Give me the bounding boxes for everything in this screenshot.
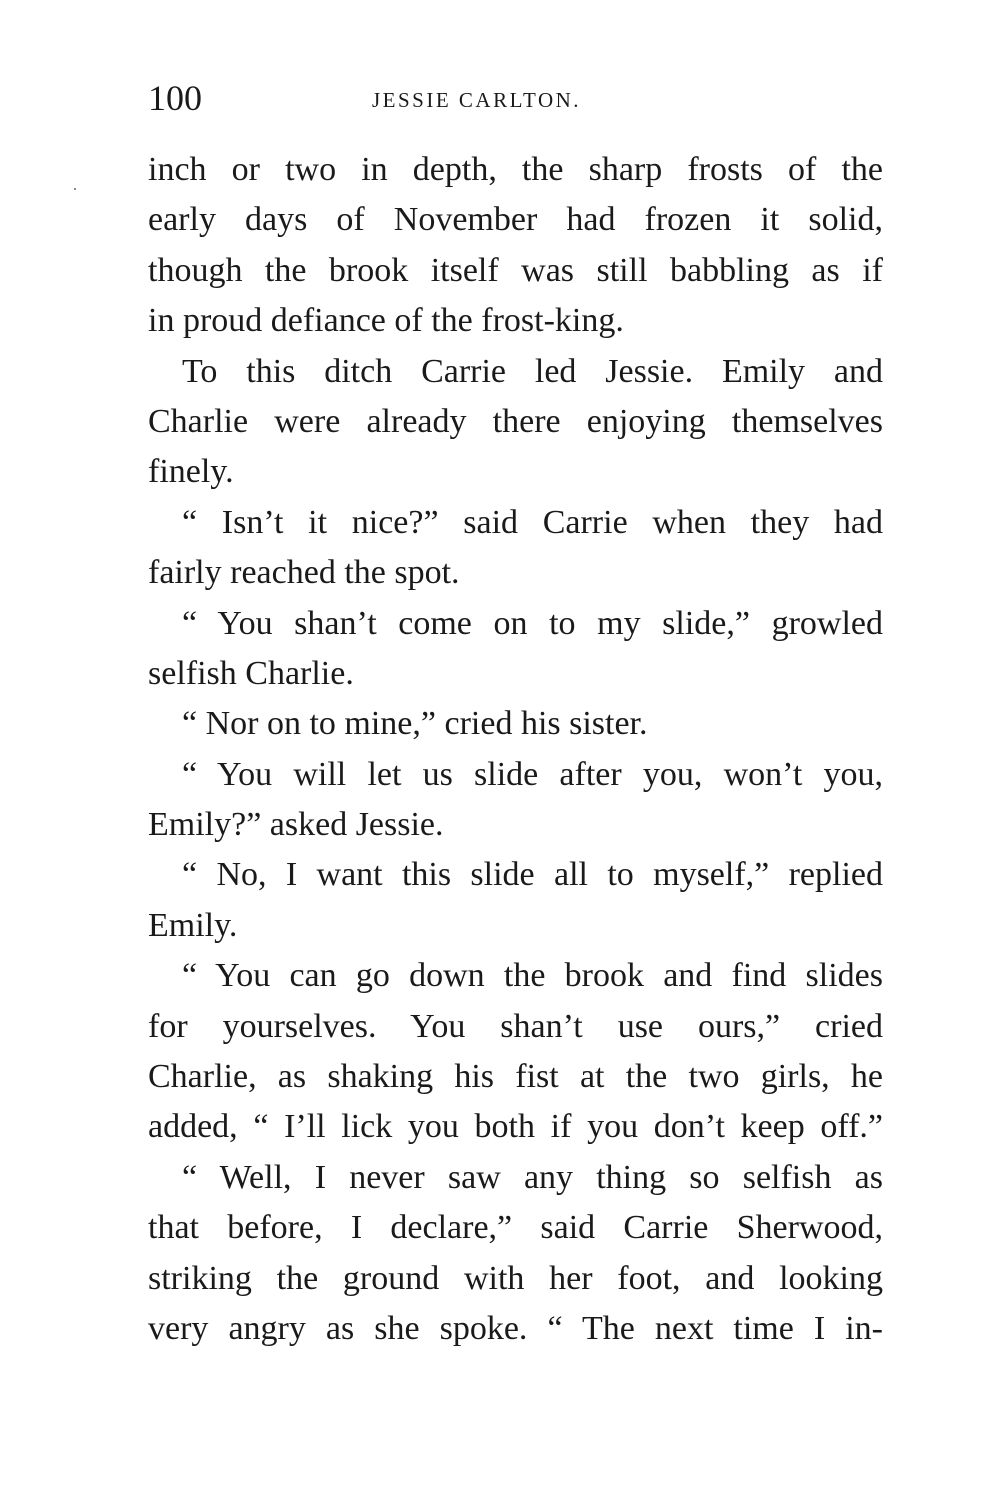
text-line: very angry as she spoke. “ The next time I in- bbox=[148, 1309, 883, 1347]
text-line: that before, I declare,” said Carrie Sherwood, bbox=[148, 1209, 883, 1247]
page-speck-mark bbox=[74, 188, 76, 190]
text-line: To this ditch Carrie led Jessie. Emily and bbox=[182, 352, 883, 390]
page-number: 100 bbox=[148, 78, 202, 118]
text-line: Charlie were already there enjoying themselves bbox=[148, 402, 883, 440]
text-line: “ You will let us slide after you, won’t you, bbox=[182, 755, 883, 793]
text-line: fairly reached the spot. bbox=[148, 554, 460, 592]
text-line: though the brook itself was still babbling as if bbox=[148, 251, 883, 289]
text-line: “ Well, I never saw any thing so selfish as bbox=[182, 1158, 883, 1196]
text-line: Emily?” asked Jessie. bbox=[148, 806, 444, 844]
text-line: “ Nor on to mine,” cried his sister. bbox=[182, 705, 648, 743]
text-line: in proud defiance of the frost-king. bbox=[148, 302, 624, 340]
text-line: early days of November had frozen it solid, bbox=[148, 201, 883, 239]
text-line: “ No, I want this slide all to myself,” replied bbox=[182, 856, 883, 894]
text-line: striking the ground with her foot, and looking bbox=[148, 1259, 883, 1297]
body-text bbox=[148, 145, 883, 1354]
text-line: finely. bbox=[148, 453, 234, 491]
text-line: “ You can go down the brook and find slides bbox=[182, 957, 883, 995]
text-line: added, “ I’ll lick you both if you don’t keep off.” bbox=[148, 1108, 883, 1146]
text-line: Charlie, as shaking his fist at the two girls, he bbox=[148, 1058, 883, 1096]
text-line: Emily. bbox=[148, 906, 238, 944]
text-line: inch or two in depth, the sharp frosts of the bbox=[148, 151, 883, 188]
text-line: “ Isn’t it nice?” said Carrie when they had bbox=[182, 503, 883, 541]
text-line: “ You shan’t come on to my slide,” growled bbox=[182, 604, 883, 642]
text-line: for yourselves. You shan’t use ours,” cried bbox=[148, 1007, 883, 1045]
text-line: selfish Charlie. bbox=[148, 654, 354, 692]
running-head bbox=[148, 78, 888, 128]
running-title: JESSIE CARLTON. bbox=[372, 88, 582, 112]
